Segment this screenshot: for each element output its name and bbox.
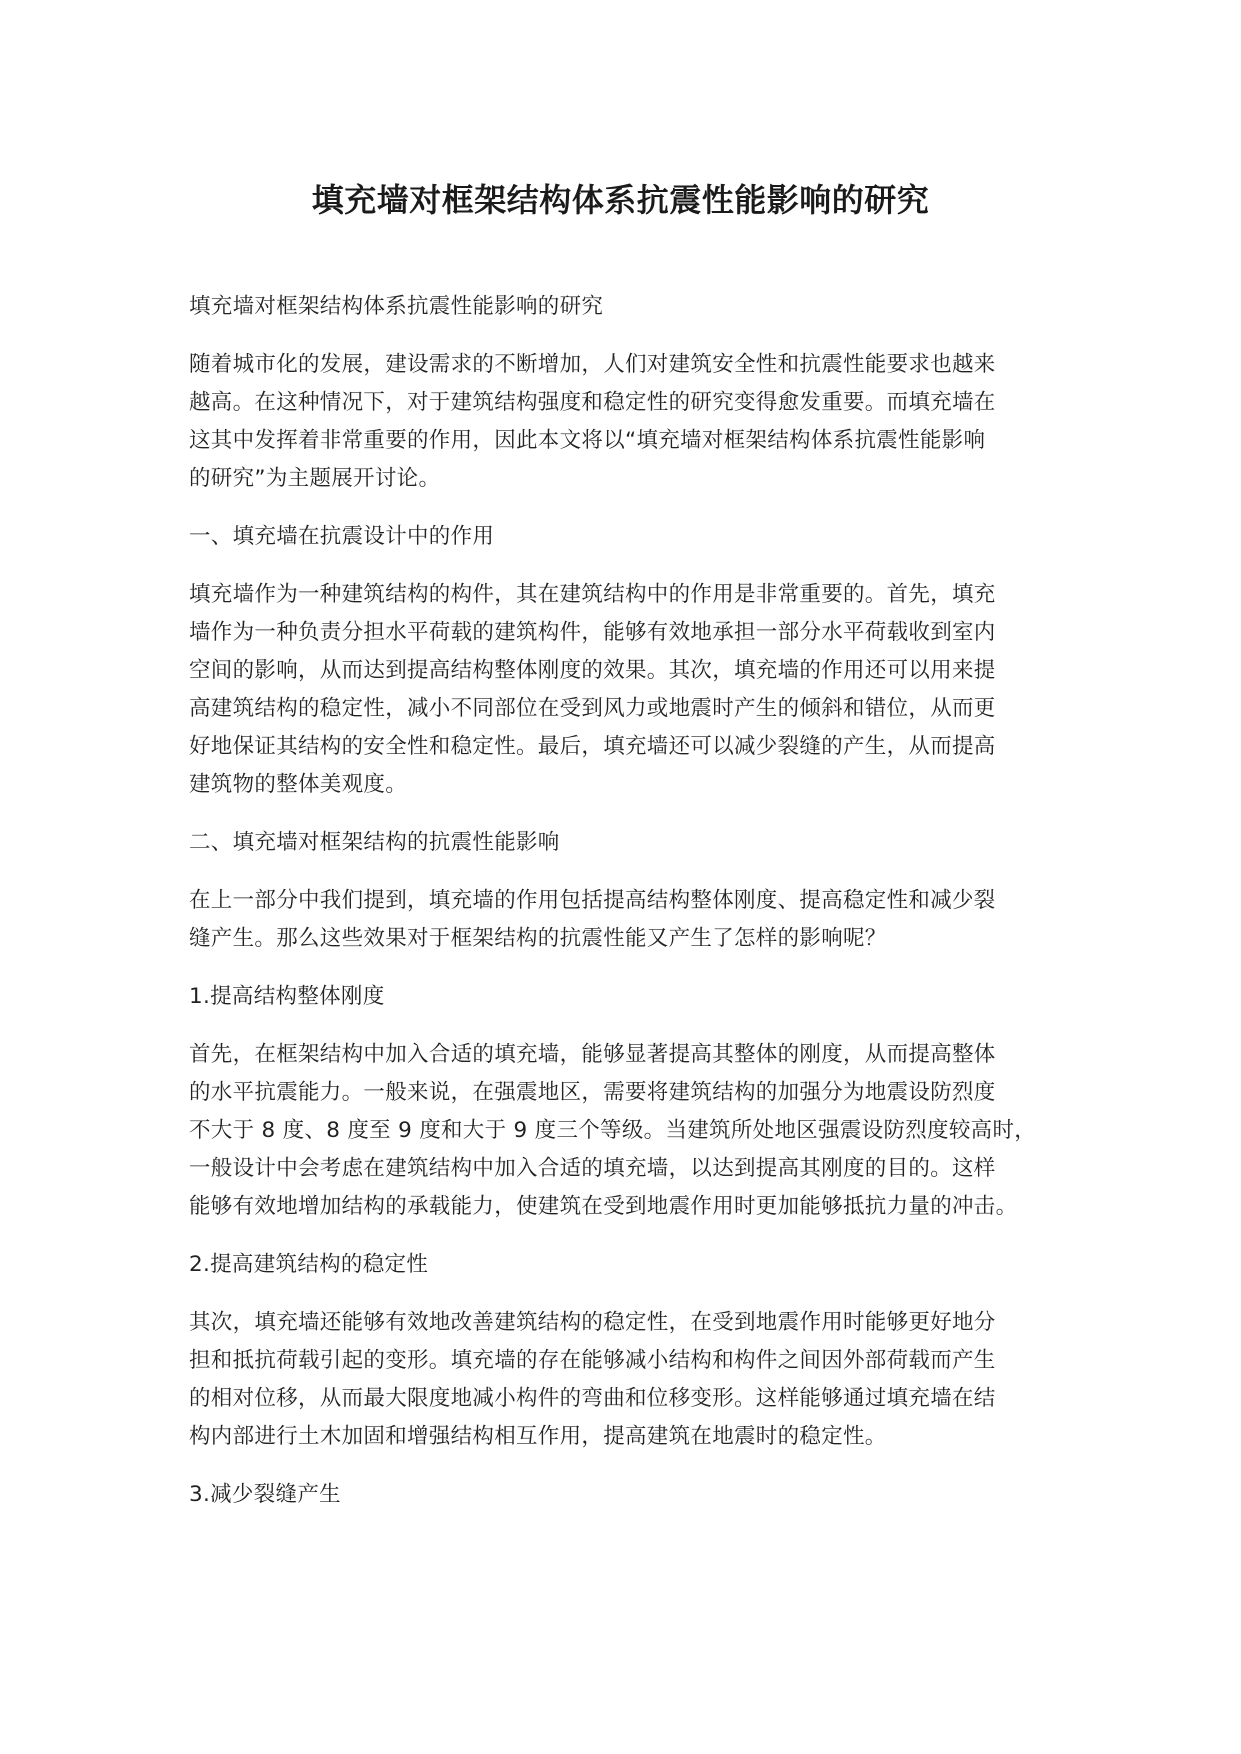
document-subtitle: 填充墙对框架结构体系抗震性能影响的研究 (189, 294, 604, 319)
subsection-2-paragraph (189, 1304, 1079, 1456)
subsection-1-paragraph (189, 1036, 1079, 1226)
paragraph-line: 缝产生。那么这些效果对于框架结构的抗震性能又产生了怎样的影响呢？ (189, 926, 887, 951)
paragraph-line: 构内部进行土木加固和增强结构相互作用，提高建筑在地震时的稳定性。 (189, 1424, 887, 1449)
subsection-heading-2: 2.提高建筑结构的稳定性 (189, 1252, 429, 1277)
paragraph-line: 越高。在这种情况下，对于建筑结构强度和稳定性的研究变得愈发重要。而填充墙在 (189, 390, 996, 415)
section-1-paragraph (189, 576, 1079, 804)
paragraph-line: 能够有效地增加结构的承载能力，使建筑在受到地震作用时更加能够抵抗力量的冲击。 (189, 1194, 1018, 1219)
section-2-paragraph (189, 882, 1079, 958)
paragraph-line: 这其中发挥着非常重要的作用，因此本文将以“填充墙对框架结构体系抗震性能影响 (189, 428, 986, 453)
section-heading-2: 二、填充墙对框架结构的抗震性能影响 (189, 830, 560, 855)
document-body (189, 288, 1079, 1534)
paragraph-line: 不大于 8 度、8 度至 9 度和大于 9 度三个等级。当建筑所处地区强震设防烈度较高时， (189, 1118, 1037, 1143)
paragraph-line: 一般设计中会考虑在建筑结构中加入合适的填充墙，以达到提高其刚度的目的。这样 (189, 1156, 996, 1181)
document-title: 填充墙对框架结构体系抗震性能影响的研究 (311, 181, 930, 219)
paragraph-line: 首先，在框架结构中加入合适的填充墙，能够显著提高其整体的刚度，从而提高整体 (189, 1042, 996, 1067)
paragraph-line: 空间的影响，从而达到提高结构整体刚度的效果。其次，填充墙的作用还可以用来提 (189, 658, 996, 683)
subsection-heading-1: 1.提高结构整体刚度 (189, 984, 385, 1009)
paragraph-line: 担和抵抗荷载引起的变形。填充墙的存在能够减小结构和构件之间因外部荷载而产生 (189, 1348, 996, 1373)
section-heading-1: 一、填充墙在抗震设计中的作用 (189, 524, 495, 549)
paragraph-line: 建筑物的整体美观度。 (189, 772, 408, 797)
paragraph-line: 墙作为一种负责分担水平荷载的建筑构件，能够有效地承担一部分水平荷载收到室内 (189, 620, 996, 645)
paragraph-line: 随着城市化的发展，建设需求的不断增加，人们对建筑安全性和抗震性能要求也越来 (189, 352, 996, 377)
paragraph-line: 的研究”为主题展开讨论。 (189, 466, 441, 491)
paragraph-line: 其次，填充墙还能够有效地改善建筑结构的稳定性，在受到地震作用时能够更好地分 (189, 1310, 996, 1335)
paragraph-line: 高建筑结构的稳定性，减小不同部位在受到风力或地震时产生的倾斜和错位，从而更 (189, 696, 996, 721)
paragraph-line: 填充墙作为一种建筑结构的构件，其在建筑结构中的作用是非常重要的。首先，填充 (189, 582, 996, 607)
paragraph-line: 好地保证其结构的安全性和稳定性。最后，填充墙还可以减少裂缝的产生，从而提高 (189, 734, 996, 759)
paragraph-line: 的水平抗震能力。一般来说，在强震地区，需要将建筑结构的加强分为地震设防烈度 (189, 1080, 996, 1105)
paragraph-line: 的相对位移，从而最大限度地减小构件的弯曲和位移变形。这样能够通过填充墙在结 (189, 1386, 996, 1411)
intro-paragraph (189, 346, 1079, 498)
subsection-heading-3: 3.减少裂缝产生 (189, 1482, 341, 1507)
paragraph-line: 在上一部分中我们提到，填充墙的作用包括提高结构整体刚度、提高稳定性和减少裂 (189, 888, 996, 913)
